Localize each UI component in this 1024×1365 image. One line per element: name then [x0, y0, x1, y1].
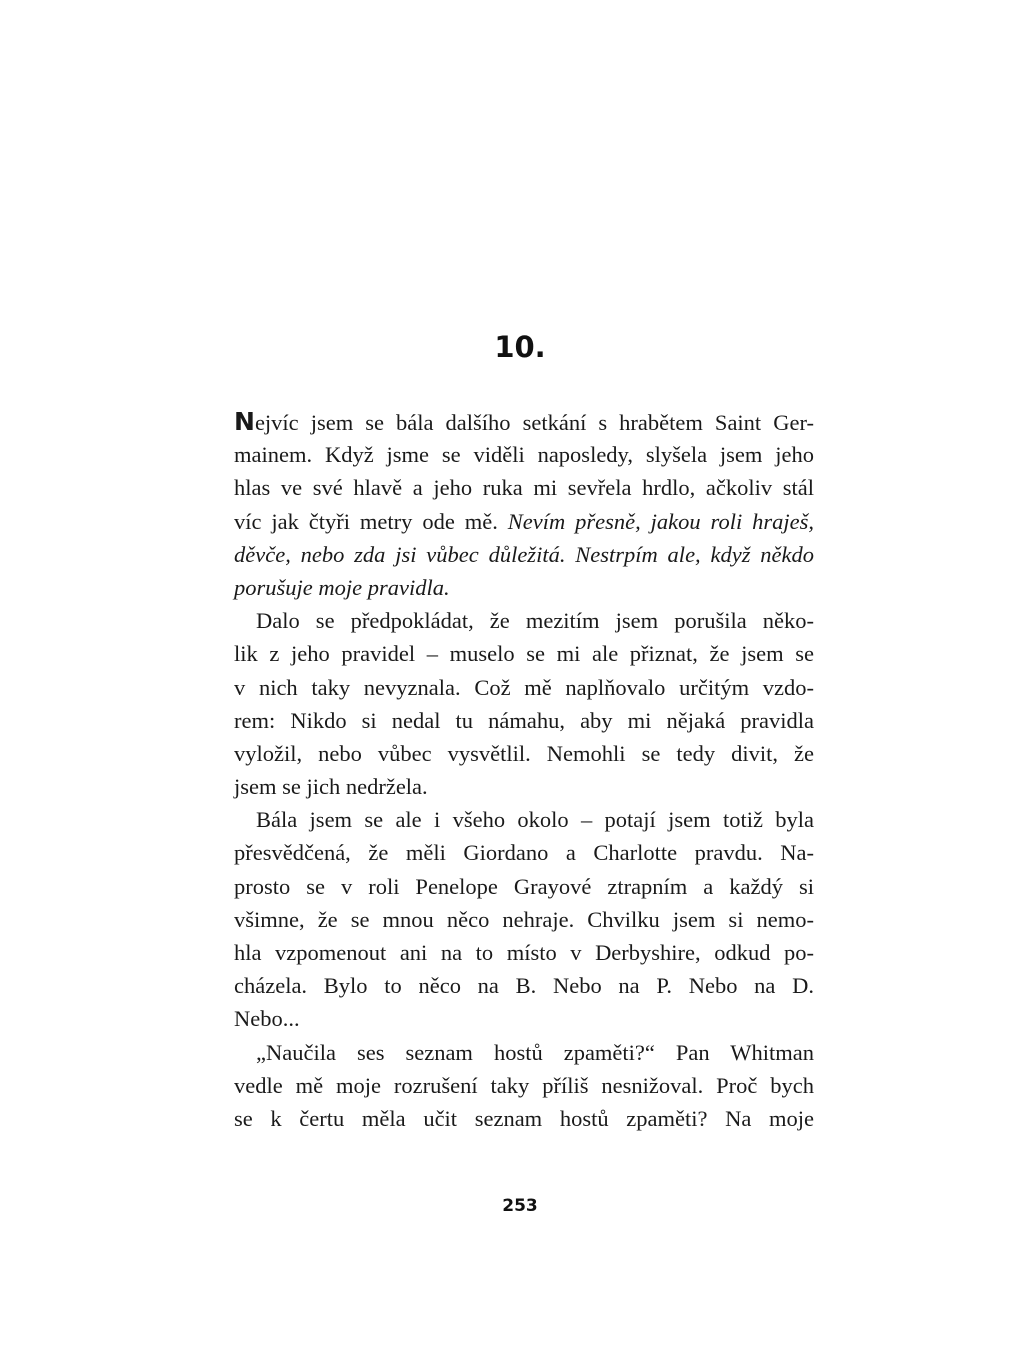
- drop-cap: N: [234, 407, 255, 436]
- text-line: [234, 737, 814, 770]
- text-line: [234, 671, 814, 704]
- italic-text-segment: Nevím přesně, jakou roli hraješ,: [507, 508, 814, 534]
- text-line: [234, 770, 814, 803]
- text-line: [234, 1002, 814, 1035]
- text-line: [234, 936, 814, 969]
- paragraph: [234, 604, 814, 803]
- text-segment: prosto se v roli Penelope Grayové ztrapním a každý si: [234, 873, 814, 899]
- text-line: [234, 571, 814, 604]
- text-segment: přesvědčená, že měli Giordano a Charlotte pravdu. Na-: [234, 840, 814, 866]
- paragraph: [234, 803, 814, 1035]
- text-segment: mainem. Když jsme se viděli naposledy, slyšela jsem jeho: [234, 442, 814, 468]
- text-line: [234, 870, 814, 903]
- paragraph: [234, 405, 814, 604]
- text-segment: „Naučila ses seznam hostů zpaměti?“ Pan Whitman: [256, 1039, 814, 1065]
- text-segment: vedle mě moje rozrušení taky příliš nesnižoval. Proč bych: [234, 1072, 814, 1098]
- text-line: [234, 803, 814, 836]
- text-line: [234, 505, 814, 538]
- text-line: [234, 1069, 814, 1102]
- text-line: [234, 1036, 814, 1069]
- paragraph: [234, 1036, 814, 1136]
- text-segment: Bála jsem se ale i všeho okolo – potají jsem totiž byla: [256, 807, 814, 833]
- text-segment: vyložil, nebo vůbec vysvětlil. Nemohli se tedy divit, že: [234, 740, 814, 766]
- text-line: [234, 1102, 814, 1135]
- text-line: [234, 604, 814, 637]
- text-segment: lik z jeho pravidel – muselo se mi ale přiznat, že jsem se: [234, 641, 814, 667]
- text-line: [234, 438, 814, 471]
- text-segment: rem: Nikdo si nedal tu námahu, aby mi nějaká pravidla: [234, 707, 814, 733]
- italic-text-segment: děvče, nebo zda jsi vůbec důležitá. Nestrpím ale, když někdo: [234, 541, 814, 567]
- text-segment: Dalo se předpokládat, že mezitím jsem porušila něko-: [256, 608, 814, 634]
- text-segment: ejvíc jsem se bála dalšího setkání s hrabětem Saint Ger-: [254, 410, 814, 435]
- page-number: 253: [502, 1196, 538, 1216]
- text-line: [234, 836, 814, 869]
- text-line: [234, 704, 814, 737]
- italic-text-segment: porušuje moje pravidla.: [234, 574, 450, 600]
- text-segment: se k čertu měla učit seznam hostů zpaměti? Na moje: [234, 1105, 814, 1131]
- text-segment: jsem se jich nedržela.: [234, 774, 428, 800]
- text-segment: v nich taky nevyznala. Což mě naplňovalo určitým vzdo-: [234, 674, 814, 700]
- text-line: [234, 405, 814, 438]
- text-segment: cházela. Bylo to něco na B. Nebo na P. Nebo na D.: [234, 973, 814, 999]
- text-segment: Nebo...: [234, 1006, 300, 1032]
- body-text: [234, 405, 814, 1135]
- text-line: [234, 538, 814, 571]
- text-segment: víc jak čtyři metry ode mě.: [234, 508, 508, 534]
- text-line: [234, 903, 814, 936]
- text-segment: hla vzpomenout ani na to místo v Derbyshire, odkud po-: [234, 940, 814, 965]
- chapter-heading: 10.: [494, 330, 546, 364]
- text-line: [234, 969, 814, 1002]
- text-segment: všimne, že se mnou něco nehraje. Chvilku jsem si nemo-: [234, 906, 814, 932]
- text-line: [234, 471, 814, 504]
- text-segment: hlas ve své hlavě a jeho ruka mi sevřela hrdlo, ačkoliv stál: [234, 475, 814, 501]
- text-line: [234, 637, 814, 670]
